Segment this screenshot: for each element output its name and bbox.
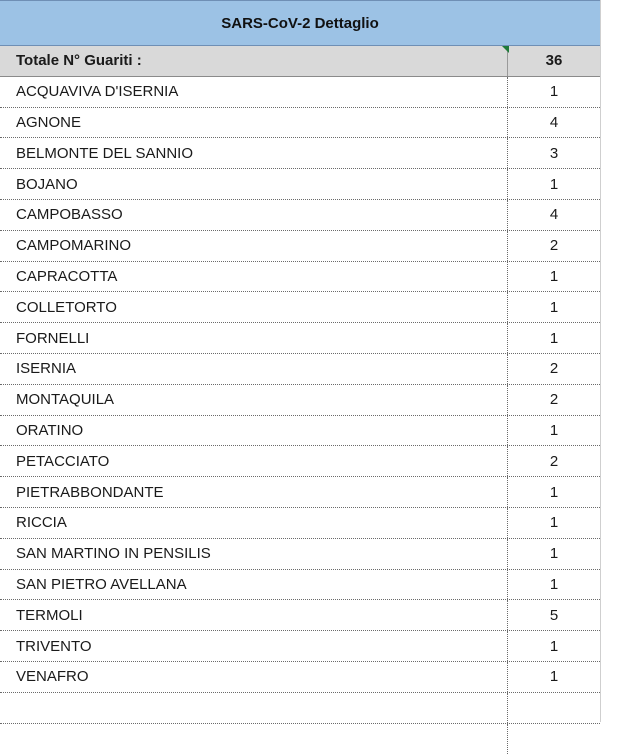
table-row[interactable] <box>0 108 600 139</box>
table-row[interactable] <box>0 231 600 262</box>
recovered-count-cell[interactable]: 2 <box>549 391 559 409</box>
recovered-count-cell[interactable]: 1 <box>549 298 559 316</box>
table-row[interactable] <box>0 77 600 108</box>
municipality-name-cell[interactable]: VENAFRO <box>0 662 508 692</box>
recovered-count-cell[interactable]: 1 <box>549 329 559 347</box>
table-row[interactable] <box>0 539 600 570</box>
total-label: Totale N° Guariti : <box>16 52 142 70</box>
recovered-count-cell[interactable]: 1 <box>549 575 559 593</box>
table-row[interactable] <box>0 200 600 231</box>
municipality-name-cell[interactable]: RICCIA <box>0 508 508 538</box>
recovered-count-cell[interactable]: 1 <box>549 175 559 193</box>
recovered-count-cell[interactable]: 3 <box>549 144 559 162</box>
municipality-name-cell[interactable]: TERMOLI <box>0 600 508 630</box>
partial-row <box>0 724 600 754</box>
municipality-list <box>0 77 600 693</box>
recovered-count-cell[interactable]: 2 <box>549 237 559 255</box>
recovered-count-cell[interactable]: 1 <box>549 545 559 563</box>
recovered-count-cell[interactable]: 1 <box>549 637 559 655</box>
column-border <box>600 0 601 722</box>
total-label-cell[interactable] <box>0 46 508 76</box>
total-value-cell[interactable]: 36 <box>545 52 563 70</box>
table-row[interactable] <box>0 385 600 416</box>
partial-name-cell <box>0 724 508 754</box>
municipality-name-cell[interactable]: BOJANO <box>0 169 508 199</box>
municipality-name-cell[interactable]: CAMPOMARINO <box>0 231 508 261</box>
municipality-name-cell[interactable]: ISERNIA <box>0 354 508 384</box>
table-row[interactable] <box>0 262 600 293</box>
municipality-name-cell[interactable]: COLLETORTO <box>0 292 508 322</box>
municipality-name-cell[interactable]: FORNELLI <box>0 323 508 353</box>
table-row[interactable] <box>0 169 600 200</box>
recovered-count-cell[interactable]: 4 <box>549 206 559 224</box>
recovered-count-cell[interactable]: 1 <box>549 483 559 501</box>
empty-row[interactable] <box>0 693 600 724</box>
municipality-name-cell[interactable]: ORATINO <box>0 416 508 446</box>
table-title: SARS-CoV-2 Dettaglio <box>0 0 600 46</box>
municipality-name-cell[interactable]: PIETRABBONDANTE <box>0 477 508 507</box>
table-row[interactable] <box>0 323 600 354</box>
municipality-name-cell[interactable]: MONTAQUILA <box>0 385 508 415</box>
municipality-name-cell[interactable]: SAN PIETRO AVELLANA <box>0 570 508 600</box>
cell-error-indicator-icon <box>502 46 509 53</box>
recovered-count-cell[interactable]: 2 <box>549 360 559 378</box>
table-row[interactable] <box>0 292 600 323</box>
municipality-name-cell[interactable]: CAMPOBASSO <box>0 200 508 230</box>
table-row[interactable] <box>0 631 600 662</box>
recovered-count-cell[interactable]: 1 <box>549 421 559 439</box>
municipality-name-cell[interactable]: SAN MARTINO IN PENSILIS <box>0 539 508 569</box>
recovered-count-cell[interactable]: 5 <box>549 606 559 624</box>
municipality-name-cell[interactable]: PETACCIATO <box>0 446 508 476</box>
table-row[interactable] <box>0 662 600 693</box>
empty-count-cell[interactable] <box>508 693 600 723</box>
table-row[interactable] <box>0 508 600 539</box>
recovered-count-cell[interactable]: 1 <box>549 83 559 101</box>
total-row[interactable] <box>0 46 600 77</box>
municipality-name-cell[interactable]: AGNONE <box>0 108 508 138</box>
municipality-name-cell[interactable]: TRIVENTO <box>0 631 508 661</box>
recovered-count-cell[interactable]: 4 <box>549 113 559 131</box>
table-row[interactable] <box>0 354 600 385</box>
table-row[interactable] <box>0 600 600 631</box>
recovered-count-cell[interactable]: 1 <box>549 267 559 285</box>
municipality-name-cell[interactable]: CAPRACOTTA <box>0 262 508 292</box>
municipality-name-cell[interactable]: BELMONTE DEL SANNIO <box>0 138 508 168</box>
recovered-count-cell[interactable]: 2 <box>549 452 559 470</box>
table-row[interactable] <box>0 138 600 169</box>
municipality-name-cell[interactable]: ACQUAVIVA D'ISERNIA <box>0 77 508 107</box>
table-row[interactable] <box>0 446 600 477</box>
table-row[interactable] <box>0 570 600 601</box>
recovered-count-cell[interactable]: 1 <box>549 668 559 686</box>
empty-name-cell[interactable] <box>0 693 508 723</box>
table-row[interactable] <box>0 477 600 508</box>
recovered-count-cell[interactable]: 1 <box>549 514 559 532</box>
table-row[interactable] <box>0 416 600 447</box>
